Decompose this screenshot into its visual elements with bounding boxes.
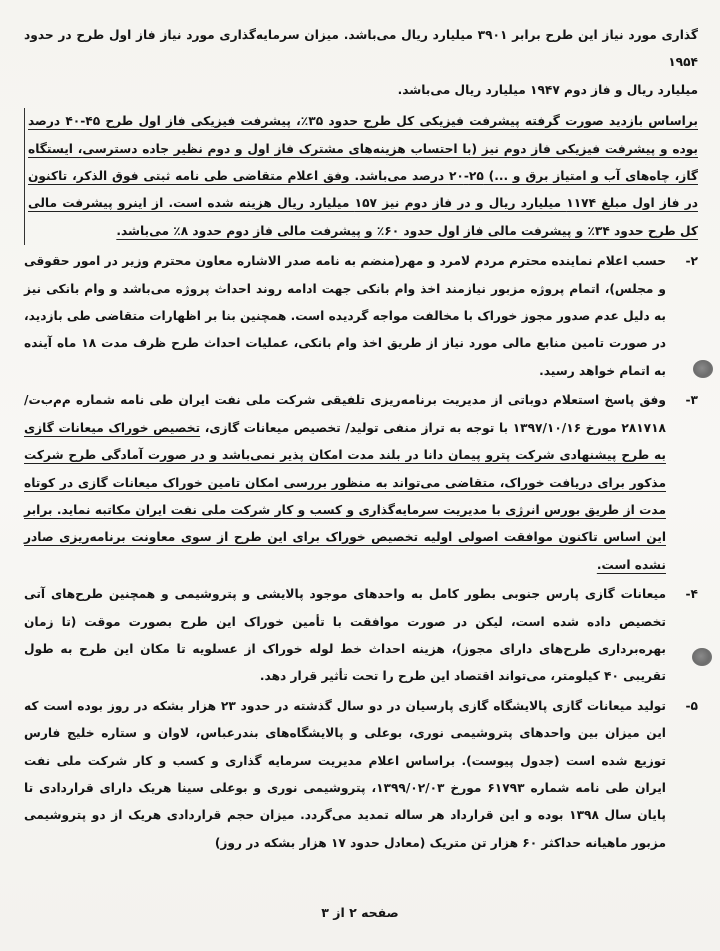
page-number-footer: صفحه ۲ از ۳ — [321, 905, 399, 920]
punch-hole-mark — [692, 648, 712, 666]
list-item-3 — [24, 387, 698, 579]
intro-line-1: گذاری مورد نیاز این طرح برابر ۳۹۰۱ میلیارد ریال می‌باشد. میزان سرمایه‌گذاری مورد نیاز فاز اول طرح در حدود ۱۹۵۴ — [24, 28, 698, 70]
item-text: حسب اعلام نماینده محترم مردم لامرد و مهر(منضم به نامه صدر الاشاره معاون محترم وزیر در امور حقوقی و مجلس)، اتمام پروژه مزبور نیازمند اخذ وام بانکی جهت ادامه روند احداث پروژه می‌باشد و وام بانکی نیز به دلیل عدم صدور مجوز خوراک با مخالفت مواجه گردیده است. همچنین بنا بر اظهارات متقاضی طی بازدید، در صورت تامین منابع مالی مورد نیاز از طریق اخذ وام بانکی، عملیات احداث طرح ظرف مدت ۱۸ ماه آینده به اتمام خواهد رسید. — [24, 254, 666, 378]
item-text — [24, 387, 666, 579]
document-body — [24, 22, 698, 857]
item-text: تولید میعانات گازی پالایشگاه گازی پارسیان در دو سال گذشته در حدود ۲۳ هزار بشکه در روز بوده است که این میزان بین واحدهای پتروشیمی نوری، بوعلی و پالایشگاه‌های بندرعباس، لاوان و ستاره خلیج فارس توزیع شده است (جدول پیوست). براساس اعلام مدیریت سرمایه گذاری و کسب و کار شرکت ملی نفت ایران طی نامه شماره ۶۱۷۹۳ مورخ ۱۳۹۹/۰۲/۰۳، پتروشیمی نوری و بوعلی سینا هریک دارای قراردادی تا پایان سال ۱۳۹۸ بوده و این قرارداد هر ساله تمدید می‌گردد. میزان حجم قراردادی هریک از دو پتروشیمی مزبور ماهیانه حداکثر ۶۰ هزار تن متریک (معادل حدود ۱۷ هزار بشکه در روز) — [24, 698, 666, 850]
item-number: ۲- — [685, 254, 698, 269]
item-text: میعانات گازی پارس جنوبی بطور کامل به واحدهای موجود پالایشی و پتروشیمی و همچنین طرح‌های آتی تخصیص داده شده است، لیکن در صورت موافقت با تأمین خوراک این طرح بصورت موقت (تا زمان بهره‌برداری طرح‌های دارای مجوز)، هزینه احداث خط لوله خوراک از عسلویه تا مکان این طرح به طول تقریبی ۴۰ کیلومتر، می‌تواند اقتصاد این طرح را تحت تأثیر قرار دهد. — [24, 587, 666, 684]
intro-line-2: میلیارد ریال و فاز دوم ۱۹۴۷ میلیارد ریال می‌باشد. — [397, 82, 698, 97]
list-item-5 — [24, 693, 698, 857]
item-number: ۵- — [685, 698, 698, 713]
item-number: ۴- — [685, 587, 698, 602]
item-text-plain: وفق پاسخ استعلام دوباتی از مدیریت برنامه‌ریزی تلفیقی شرکت ملی نفت ایران طی نامه شماره م‌م‌ب‌ت/۲۸۱۷۱۸ مورخ ۱۳۹۷/۱۰/۱۶ با توجه به تراز منفی تولید/ تخصیص میعانات گازی، — [24, 393, 666, 435]
list-item-2 — [24, 248, 698, 385]
punch-hole-mark — [693, 360, 713, 378]
item-number: ۳- — [685, 393, 698, 408]
progress-paragraph: براساس بازدید صورت گرفته پیشرفت فیزیکی کل طرح حدود ۳۵٪، پیشرفت فیزیکی فاز اول طرح ۴۵-۴۰ درصد بوده و پیشرفت فیزیکی فاز دوم نیز (با احتساب هزینه‌های مشترک فاز اول و دوم نظیر جاده دسترسی، ایستگاه گاز، چاه‌های آب و امتیاز برق و ...) ۲۵-۲۰ درصد می‌باشد. وفق اعلام متقاضی طی نامه ثبتی فوق الذکر، تاکنون در فاز اول مبلغ ۱۱۷۴ میلیارد ریال و در فاز دوم نیز ۱۵۷ میلیارد ریال هزینه شده است. از اینرو پیشرفت مالی کل طرح حدود ۳۴٪ و پیشرفت مالی فاز اول حدود ۶۰٪ و پیشرفت مالی فاز دوم حدود ۸٪ می‌باشد. — [24, 108, 698, 245]
list-item-4 — [24, 581, 698, 691]
item-text-underlined: تخصیص خوراک میعانات گازی به طرح پیشنهادی شرکت پترو پیمان دانا در بلند مدت امکان پذیر نمی‌باشد و در صورت آمادگی طرح شرکت مذکور برای دریافت خوراک، متقاضی می‌تواند به منظور بررسی امکان تامین خوراک میعانات گازی در کوتاه مدت از طریق بورس انرژی با مدیریت سرمایه‌گذاری و کسب و کار شرکت ملی نفت ایران مکاتبه نماید. برابر این اساس تاکنون موافقت اصولی اولیه تخصیص خوراک برای این طرح از سوی معاونت برنامه‌ریزی صادر نشده است. — [24, 420, 666, 572]
